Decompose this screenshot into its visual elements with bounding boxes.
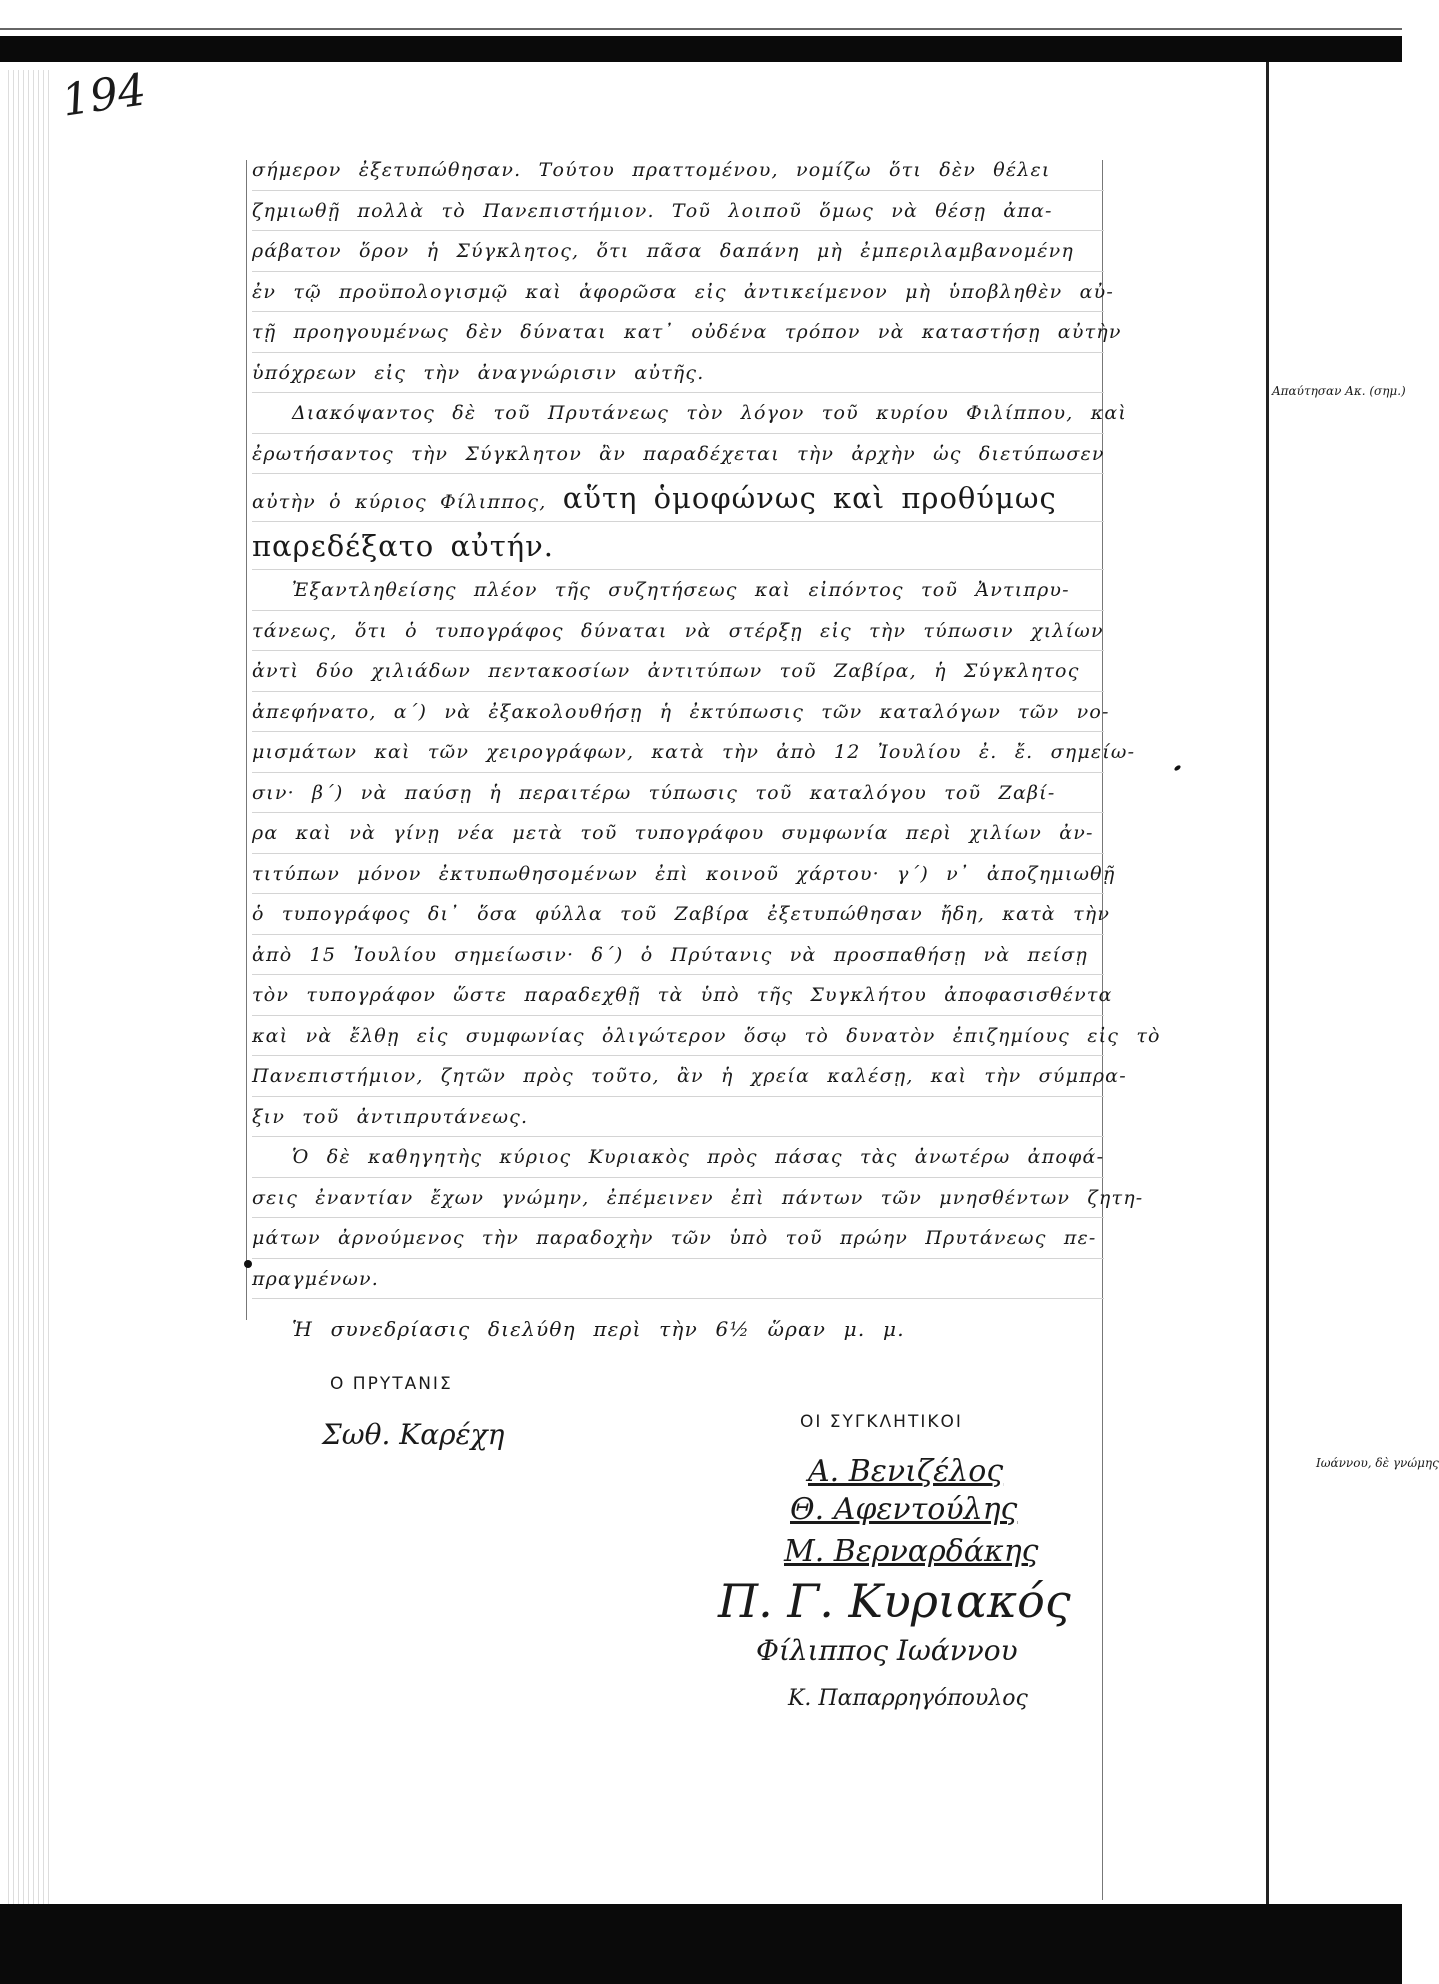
text-line: ρα καὶ νὰ γίνῃ νέα μετὰ τοῦ τυπογράφου συμφωνία περὶ χιλίων ἀν- bbox=[252, 813, 1104, 854]
ink-mark bbox=[1173, 764, 1181, 771]
text-line: τῇ προηγουμένως δὲν δύναται κατ᾽ οὐδένα τρόπον νὰ καταστήσῃ αὐτὴν bbox=[252, 312, 1104, 353]
text-line: ὑπόχρεων εἰς τὴν ἀναγνώρισιν αὐτῆς. bbox=[252, 353, 1104, 394]
signature: Α. Βενιζέλος bbox=[808, 1454, 1004, 1489]
text-line: πραγμένων. bbox=[252, 1259, 1104, 1300]
page-right-border bbox=[1266, 62, 1269, 1904]
left-margin-rule bbox=[246, 160, 247, 1320]
margin-note: Απαύτησαν Ακ. (σημ.) bbox=[1272, 384, 1406, 398]
text-line: Ἐξαντληθείσης πλέον τῆς συζητήσεως καὶ εἰπόντος τοῦ Ἀντιπρυ- bbox=[252, 570, 1104, 611]
text-line: σεις ἐναντίαν ἔχων γνώμην, ἐπέμεινεν ἐπὶ πάντων τῶν μνησθέντων ζητη- bbox=[252, 1178, 1104, 1219]
text-line: ἀπεφήνατο, α΄) νὰ ἐξακολουθήσῃ ἡ ἐκτύπωσις τῶν καταλόγων τῶν νο- bbox=[252, 692, 1104, 733]
signature: Κ. Παπαρρηγόπουλος bbox=[788, 1686, 1028, 1711]
typed-insert-line bbox=[252, 474, 1104, 522]
handwritten-fragment: αὐτὴν ὁ κύριος Φίλιππος, bbox=[252, 491, 547, 513]
text-line: μάτων ἀρνούμενος τὴν παραδοχὴν τῶν ὑπὸ τοῦ πρώην Πρυτάνεως πε- bbox=[252, 1218, 1104, 1259]
margin-note: Ιωάννου, δὲ γνώμης bbox=[1316, 1456, 1439, 1470]
synklitikoi-label: ΟΙ ΣΥΓΚΛΗΤΙΚΟΙ bbox=[800, 1412, 963, 1432]
prytanis-label: Ο ΠΡΥΤΑΝΙΣ bbox=[330, 1374, 453, 1394]
signature: Π. Γ. Κυριακός bbox=[718, 1574, 1071, 1628]
text-line: ἀπὸ 15 Ἰουλίου σημείωσιν· δ΄) ὁ Πρύτανις νὰ προσπαθήσῃ νὰ πείσῃ bbox=[252, 935, 1104, 976]
text-line: τάνεως, ὅτι ὁ τυπογράφος δύναται νὰ στέρξῃ εἰς τὴν τύπωσιν χιλίων bbox=[252, 611, 1104, 652]
scan-edge-line bbox=[0, 28, 1402, 30]
typed-insert-line: παρεδέξατο αὐτήν. bbox=[252, 522, 1104, 570]
text-line: ράβατον ὅρον ἡ Σύγκλητος, ὅτι πᾶσα δαπάνη μὴ ἐμπεριλαμβανομένη bbox=[252, 231, 1104, 272]
closing-line: Ἡ συνεδρίασις διελύθη περὶ τὴν 6½ ὥραν μ. μ. bbox=[292, 1317, 905, 1341]
signature: Φίλιππος Ιωάννου bbox=[756, 1634, 1018, 1667]
text-line: Διακόψαντος δὲ τοῦ Πρυτάνεως τὸν λόγον τοῦ κυρίου Φιλίππου, καὶ bbox=[252, 393, 1104, 434]
scan-bottom-bar bbox=[0, 1904, 1402, 1984]
text-line: σιν· β΄) νὰ παύσῃ ἡ περαιτέρω τύπωσις τοῦ καταλόγου τοῦ Ζαβί- bbox=[252, 773, 1104, 814]
signature: Θ. Αφεντούλης bbox=[790, 1492, 1018, 1527]
text-line: μισμάτων καὶ τῶν χειρογράφων, κατὰ τὴν ἀπὸ 12 Ἰουλίου ἐ. ἔ. σημείω- bbox=[252, 732, 1104, 773]
text-line: ζημιωθῇ πολλὰ τὸ Πανεπιστήμιον. Τοῦ λοιποῦ ὅμως νὰ θέσῃ ἀπα- bbox=[252, 191, 1104, 232]
text-line: τὸν τυπογράφον ὥστε παραδεχθῇ τὰ ὑπὸ τῆς Συγκλήτου ἀποφασισθέντα bbox=[252, 975, 1104, 1016]
text-line: ἐν τῷ προϋπολογισμῷ καὶ ἀφορῶσα εἰς ἀντικείμενον μὴ ὑποβληθὲν αὐ- bbox=[252, 272, 1104, 313]
ink-dot bbox=[244, 1260, 252, 1268]
text-line: σήμερον ἐξετυπώθησαν. Τούτου πραττομένου, νομίζω ὅτι δὲν θέλει bbox=[252, 150, 1104, 191]
text-line: τιτύπων μόνον ἐκτυπωθησομένων ἐπὶ κοινοῦ χάρτου· γ΄) ν᾽ ἀποζημιωθῇ bbox=[252, 854, 1104, 895]
page-number: 194 bbox=[58, 64, 150, 127]
prytanis-signature: Σωθ. Καρέχη bbox=[322, 1418, 505, 1451]
text-line: ξιν τοῦ ἀντιπρυτάνεως. bbox=[252, 1097, 1104, 1138]
signature: Μ. Βερναρδάκης bbox=[784, 1534, 1039, 1569]
text-line: ὁ τυπογράφος δι᾽ ὅσα φύλλα τοῦ Ζαβίρα ἐξετυπώθησαν ἤδη, κατὰ τὴν bbox=[252, 894, 1104, 935]
text-line: ἐρωτήσαντος τὴν Σύγκλητον ἂν παραδέχεται τὴν ἀρχὴν ὡς διετύπωσεν bbox=[252, 434, 1104, 475]
minutes-text bbox=[252, 150, 1161, 1349]
text-line: Ὁ δὲ καθηγητὴς κύριος Κυριακὸς πρὸς πάσας τὰς ἀνωτέρω ἀποφά- bbox=[252, 1137, 1104, 1178]
text-line: ἀντὶ δύο χιλιάδων πεντακοσίων ἀντιτύπων τοῦ Ζαβίρα, ἡ Σύγκλητος bbox=[252, 651, 1104, 692]
scan-left-edge bbox=[8, 70, 52, 1904]
scan-top-bar bbox=[0, 36, 1402, 62]
text-line: καὶ νὰ ἔλθῃ εἰς συμφωνίας ὀλιγώτερον ὅσῳ τὸ δυνατὸν ἐπιζημίους εἰς τὸ bbox=[252, 1016, 1104, 1057]
text-line: Πανεπιστήμιον, ζητῶν πρὸς τοῦτο, ἂν ἡ χρεία καλέσῃ, καὶ τὴν σύμπρα- bbox=[252, 1056, 1104, 1097]
typed-fragment: αὕτη ὁμοφώνως καὶ προθύμως bbox=[562, 481, 1057, 515]
